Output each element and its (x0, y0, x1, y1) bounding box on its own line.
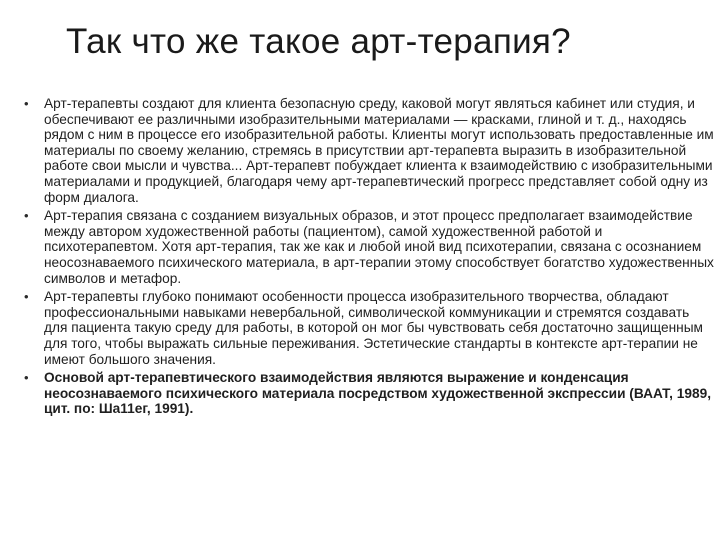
bullet-dot: • (24, 96, 29, 111)
bullet-text: Арт-терапевты глубоко понимают особенности процесса изобразительного творчества, обладают профессиональными навыками невербальной, символической коммуникации и стремятся создавать для пациента такую среду для работы, в которой он мог бы чувствовать себя достаточно защищенным для того, чтобы выражать сильные переживания. Эстетические стандарты в контексте арт-терапии не имеют большого значения. (44, 289, 703, 367)
bullet-dot: • (24, 289, 29, 305)
bullet-list (24, 96, 714, 420)
slide-title: Так что же такое арт-терапия? (66, 22, 571, 61)
bullet-item (24, 96, 714, 205)
bullet-text: Арт-терапевты создают для клиента безопасную среду, каковой могут являться кабинет или студия, и обеспечивают ее различными изобразительными материалами — красками, глиной и т. д., находясь рядом с ним в процессе его изобразительной работы. Клиенты могут использовать предоставленные им материалы по своему желанию, стремясь в присутствии арт-терапевта выразить в изобразительной работе свои мысли и чувства... Арт-терапевт побуждает клиента к взаимодействию с изобразительными материалами и продукцией, благодаря чему арт-терапевтический прогресс представляет собой одну из форм диалога. (44, 96, 714, 205)
bullet-item (24, 208, 714, 286)
bullet-text: Арт-терапия связана с созданием визуальных образов, и этот процесс предполагает взаимодействие между автором художественной работы (пациентом), самой художественной работой и психотерапевтом. Хотя арт-терапия, так же как и любой иной вид психотерапии, связана с осознанием неосознаваемого психического материала, в арт-терапии этому способствует богатство художественных символов и метафор. (44, 208, 714, 286)
bullet-text: Основой арт-терапевтического взаимодействия являются выражение и конденсация неосознаваемого психического материала посредством художественной экспрессии (ВААТ, 1989, цит. по: Ша11ег, 1991). (44, 370, 711, 417)
bullet-dot: • (24, 208, 29, 224)
bullet-item (24, 370, 714, 417)
bullet-item (24, 289, 714, 367)
bullet-dot: • (24, 370, 29, 386)
